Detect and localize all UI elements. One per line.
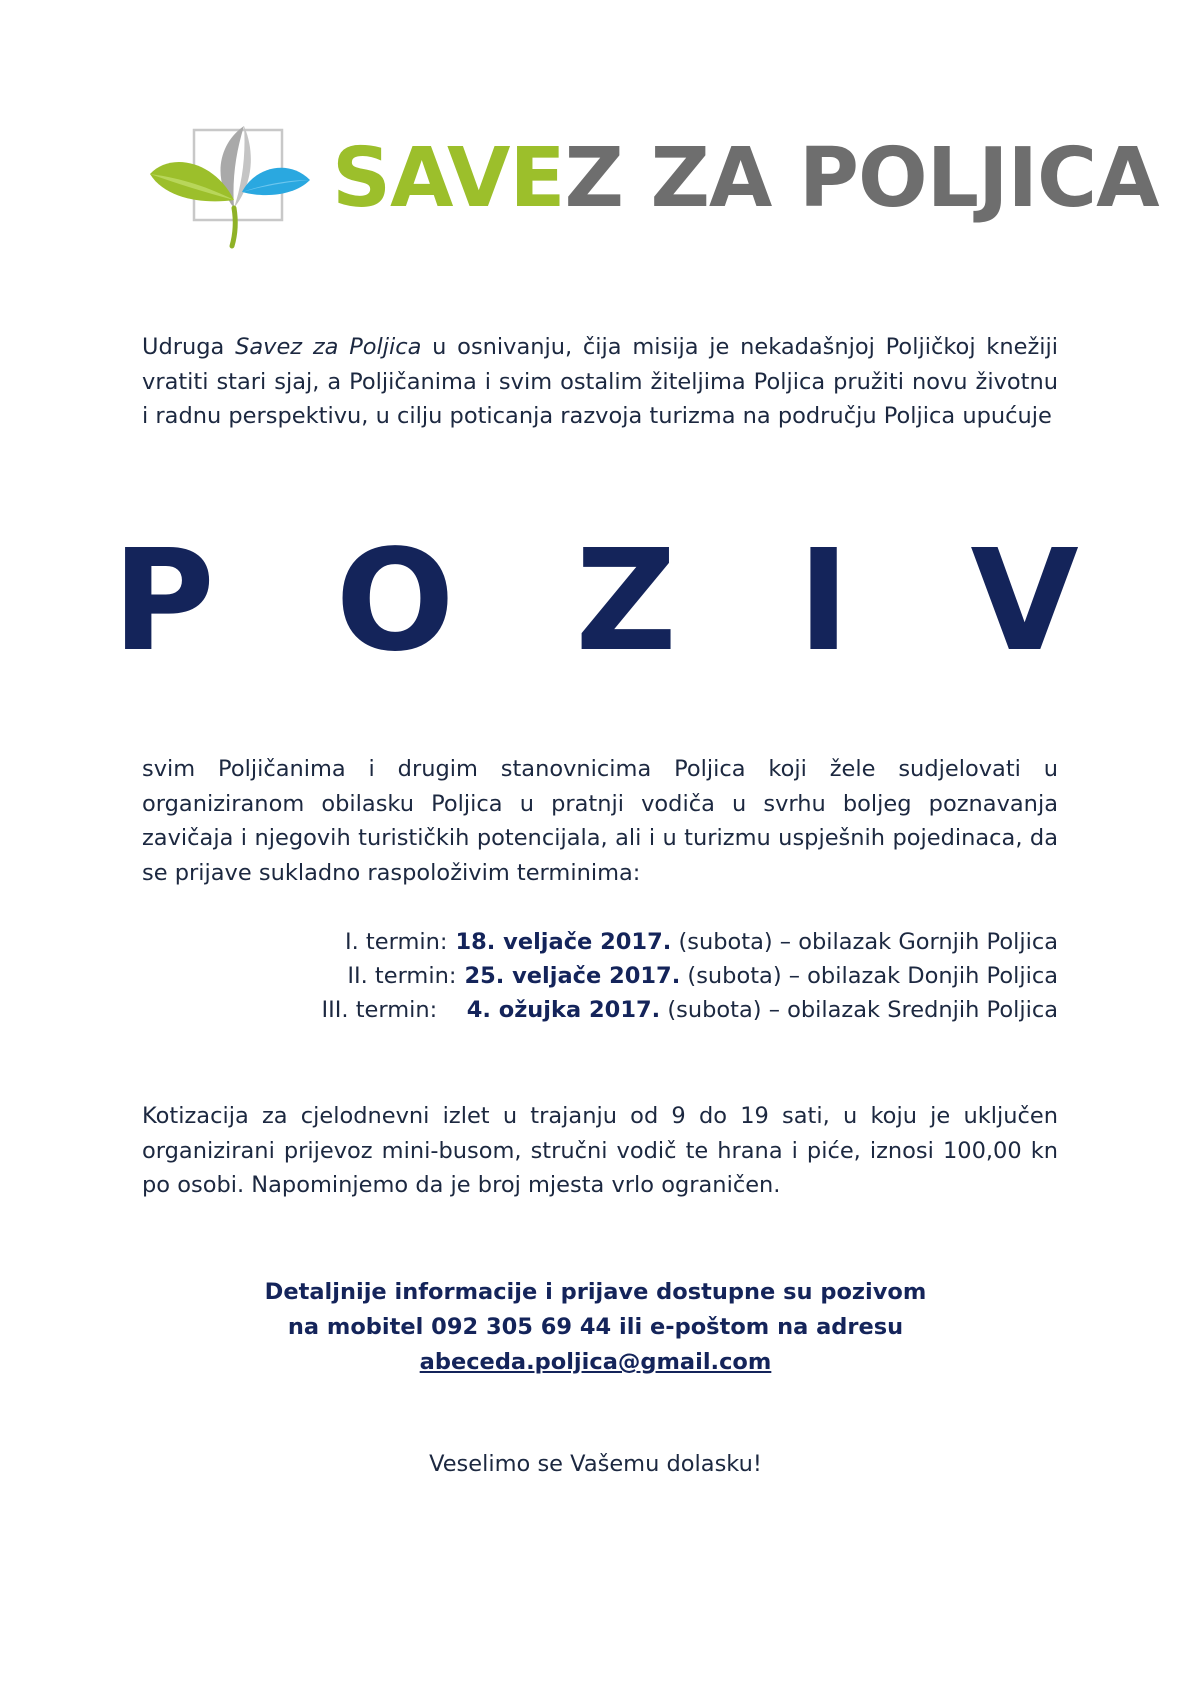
email-link[interactable]: abeceda.poljica@gmail.com — [419, 1349, 772, 1375]
term-label: I. termin: — [344, 929, 448, 955]
logo-wordmark: SAVEZ ZA POLJICA — [332, 131, 1159, 226]
logo — [148, 122, 1159, 252]
term-date: 4. ožujka 2017. — [466, 997, 661, 1023]
contact-line-1: Detaljnije informacije i prijave dostupne su pozivom — [264, 1279, 927, 1305]
term-item — [142, 925, 1058, 959]
fee-paragraph: Kotizacija za cjelodnevni izlet u trajanju od 9 do 19 sati, u koju je uključen organizirani prijevoz mini-busom, stručni vodič te hrana i piće, iznosi 100,00 kn po osobi. Napominjemo da je broj mjesta vrlo ograničen. — [142, 1103, 1058, 1198]
term-item — [142, 959, 1058, 993]
leaf-logo-icon — [148, 122, 318, 252]
term-description: (subota) – obilazak Srednjih Poljica — [660, 997, 1058, 1023]
term-date: 25. veljače 2017. — [464, 963, 681, 989]
contact-info — [0, 1275, 1191, 1380]
term-description: (subota) – obilazak Donjih Poljica — [680, 963, 1058, 989]
term-label: III. termin: — [321, 997, 459, 1023]
term-item — [142, 993, 1058, 1027]
term-description: (subota) – obilazak Gornjih Poljica — [671, 929, 1058, 955]
intro-paragraph: Udruga Savez za Poljica u osnivanju, čija misija je nekadašnjoj Poljičkoj knežiji vratiti stari sjaj, a Poljičanima i svim ostalim žiteljima Poljica pružiti novu životnu i radnu perspektivu, u cilju poticanja razvoja turizma na području Poljica upućuje — [142, 334, 1059, 429]
contact-line-2: na mobitel 092 305 69 44 ili e-poštom na adresu — [287, 1314, 904, 1340]
closing-text: Veselimo se Vašemu dolasku! — [429, 1451, 762, 1477]
term-label: II. termin: — [347, 963, 457, 989]
term-date: 18. veljače 2017. — [455, 929, 672, 955]
invitation-paragraph: svim Poljičanima i drugim stanovnicima Poljica koji žele sudjelovati u organiziranom obilasku Poljica u pratnji vodiča u svrhu boljeg poznavanja zavičaja i njegovih turističkih potencijala, ali i u turizmu uspješnih pojedinaca, da se prijave sukladno raspoloživim terminima: — [142, 756, 1058, 886]
association-name: Savez za Poljica — [235, 334, 422, 360]
page-title: P O Z I V — [112, 520, 1115, 683]
terms-list — [142, 925, 1058, 1027]
